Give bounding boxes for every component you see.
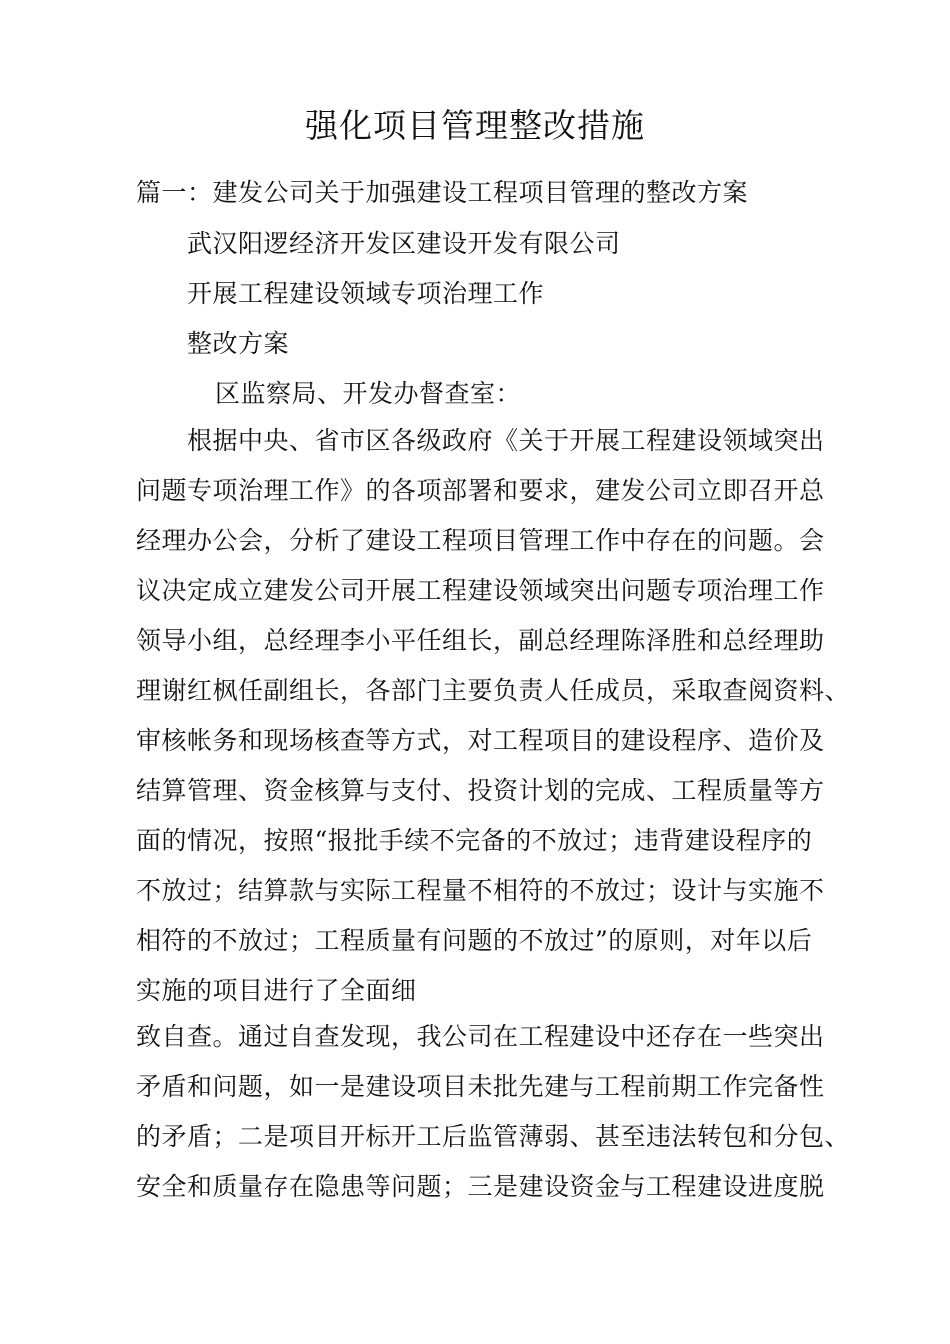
paragraph-line: 议决定成立建发公司开展工程建设领域突出问题专项治理工作 (136, 576, 825, 605)
paragraph-line: 安全和质量存在隐患等问题；三是建设资金与工程建设进度脱 (136, 1172, 825, 1201)
paragraph-line: 实施的项目进行了全面细 (136, 976, 417, 1005)
paragraph-line: 相符的不放过；工程质量有问题的不放过”的原则，对年以后 (136, 926, 813, 955)
paragraph-line: 结算管理、资金核算与支付、投资计划的完成、工程质量等方 (136, 776, 825, 805)
paragraph-line: 根据中央、省市区各级政府《关于开展工程建设领域突出 (187, 426, 825, 455)
paragraph-line: 审核帐务和现场核查等方式，对工程项目的建设程序、造价及 (136, 726, 825, 755)
section-heading: 篇一：建发公司关于加强建设工程项目管理的整改方案 (136, 178, 749, 207)
paragraph-line: 面的情况，按照“报批手续不完备的不放过；违背建设程序的 (136, 826, 813, 855)
paragraph-1 (136, 416, 851, 1016)
paragraph-line: 致自查。通过自查发现，我公司在工程建设中还存在一些突出 (136, 1022, 825, 1051)
paragraph-line: 问题专项治理工作》的各项部署和要求，建发公司立即召开总 (136, 476, 825, 505)
paragraph-2 (136, 1012, 851, 1212)
addressee: 区监察局、开发办督查室： (215, 379, 522, 408)
paragraph-line: 经理办公会，分析了建设工程项目管理工作中存在的问题。会 (136, 526, 825, 555)
paragraph-line: 不放过；结算款与实际工程量不相符的不放过；设计与实施不 (136, 876, 825, 905)
paragraph-line: 矛盾和问题，如一是建设项目未批先建与工程前期工作完备性 (136, 1072, 825, 1101)
document-title: 强化项目管理整改措施 (305, 106, 645, 145)
paragraph-line: 的矛盾；二是项目开标开工后监管薄弱、甚至违法转包和分包、 (136, 1122, 851, 1151)
paragraph-line: 理谢红枫任副组长，各部门主要负责人任成员，采取查阅资料、 (136, 676, 851, 705)
document-type: 整改方案 (187, 329, 290, 358)
subject-line: 开展工程建设领域专项治理工作 (187, 279, 545, 308)
paragraph-line: 领导小组，总经理李小平任组长，副总经理陈泽胜和总经理助 (136, 626, 825, 655)
company-name: 武汉阳逻经济开发区建设开发有限公司 (187, 229, 621, 258)
